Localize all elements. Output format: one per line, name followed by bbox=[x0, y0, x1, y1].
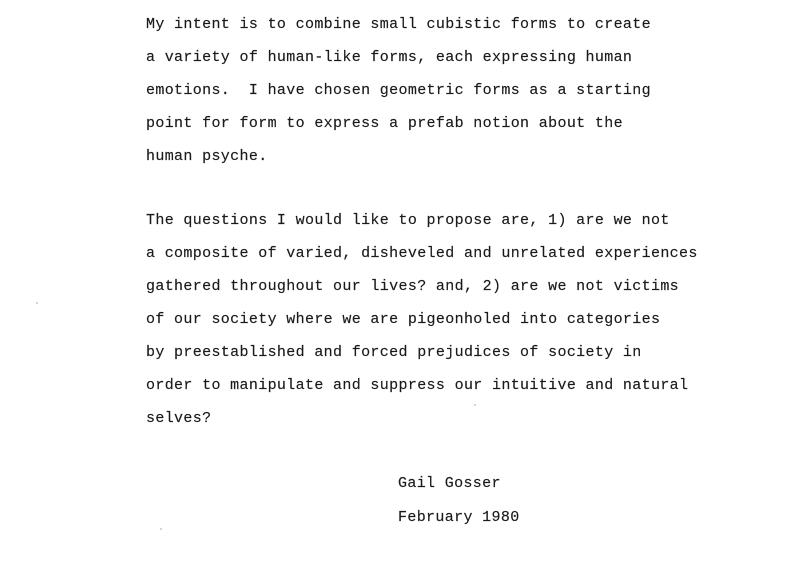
paper-speck bbox=[474, 404, 476, 406]
paper-speck bbox=[160, 528, 162, 530]
author-name: Gail Gosser bbox=[398, 475, 501, 492]
text-line: human psyche. bbox=[146, 148, 268, 165]
text-line: emotions. I have chosen geometric forms as a starting bbox=[146, 82, 651, 99]
text-line: selves? bbox=[146, 410, 212, 427]
text-line: gathered throughout our lives? and, 2) are we not victims bbox=[146, 278, 680, 295]
date-line: February 1980 bbox=[398, 509, 520, 526]
text-line: a variety of human-like forms, each expressing human bbox=[146, 49, 633, 66]
paper-speck bbox=[36, 302, 38, 304]
text-line: by preestablished and forced prejudices of society in bbox=[146, 344, 642, 361]
text-line: order to manipulate and suppress our intuitive and natural bbox=[146, 377, 689, 394]
text-line: a composite of varied, disheveled and unrelated experiences bbox=[146, 245, 698, 262]
text-line: point for form to express a prefab notion about the bbox=[146, 115, 623, 132]
text-line: My intent is to combine small cubistic forms to create bbox=[146, 16, 651, 33]
text-line: of our society where we are pigeonholed into categories bbox=[146, 311, 661, 328]
text-line: The questions I would like to propose are, 1) are we not bbox=[146, 212, 670, 229]
